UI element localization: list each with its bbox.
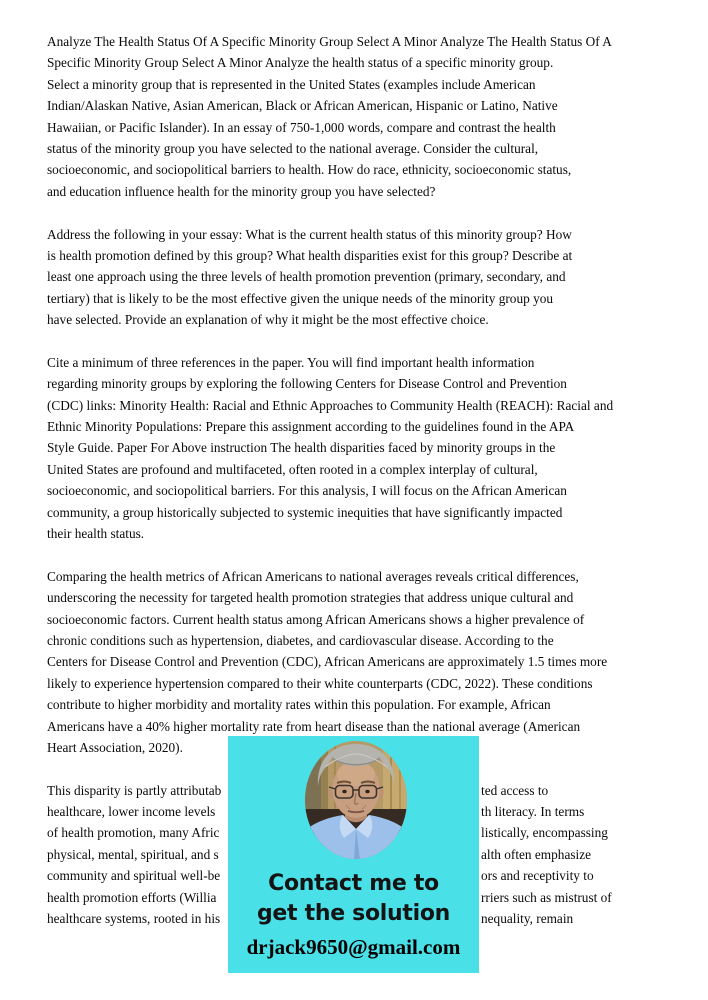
text-line: Centers for Disease Control and Prevention (CDC), African Americans are approximately 1.5 times more — [47, 654, 608, 670]
text-line: Address the following in your essay: What is the current health status of this minority group? How — [47, 226, 572, 242]
text-line: likely to experience hypertension compared to their white counterparts (CDC, 2022). These conditions — [47, 675, 593, 691]
paragraph-references-instruction — [47, 352, 677, 545]
text-line: status of the minority group you have selected to the national average. Consider the cultural, — [47, 140, 539, 156]
text-line: Heart Association, 2020). — [47, 739, 183, 755]
text-line: regarding minority groups by exploring the following Centers for Disease Control and Prevention — [47, 376, 567, 392]
text-line: community, a group historically subjected to systemic inequities that have significantly impacted — [47, 504, 563, 520]
paragraph-health-metrics — [47, 566, 677, 759]
text-fragment-left: community and spiritual well-be — [47, 868, 221, 884]
text-fragment-left: of health promotion, many Afric — [47, 825, 220, 841]
text-line: Comparing the health metrics of African Americans to national averages reveals critical differences, — [47, 568, 579, 584]
text-line: chronic conditions such as hypertension, diabetes, and cardiovascular disease. According to the — [47, 632, 554, 648]
text-line: Analyze The Health Status Of A Specific Minority Group Select A Minor Analyze The Health Status Of A — [47, 34, 612, 49]
text-fragment-right: th literacy. In terms — [481, 804, 585, 820]
text-fragment-right: rriers such as mistrust of — [481, 889, 612, 905]
paragraph-assignment-intro — [47, 31, 677, 202]
text-fragment-right: ted access to — [481, 782, 549, 798]
text-line: Specific Minority Group Select A Minor Analyze the health status of a specific minority group. — [47, 55, 554, 71]
text-fragment-left: healthcare, lower income levels — [47, 804, 216, 820]
text-line: Ethnic Minority Populations: Prepare this assignment according to the guidelines found in the APA — [47, 419, 575, 435]
text-line: have selected. Provide an explanation of why it might be the most effective choice. — [47, 312, 489, 328]
text-line: Americans have a 40% higher mortality rate from heart disease than the national average (American — [47, 718, 581, 734]
contact-overlay-card[interactable] — [228, 736, 479, 973]
text-line: least one approach using the three levels of health promotion prevention (primary, secondary, and — [47, 269, 566, 285]
text-line: socioeconomic, and sociopolitical barriers. For this analysis, I will focus on the African American — [47, 483, 567, 499]
contact-message — [228, 869, 479, 929]
text-line: Select a minority group that is represented in the United States (examples include American — [47, 76, 536, 92]
text-line: and education influence health for the minority group you have selected? — [47, 183, 436, 199]
contact-message-line2: get the solution — [256, 901, 451, 926]
text-line: Style Guide. Paper For Above instruction The health disparities faced by minority groups in the — [47, 440, 556, 456]
text-fragment-left: health promotion efforts (Willia — [47, 889, 217, 905]
text-fragment-right: ors and receptivity to — [481, 868, 594, 884]
text-line: their health status. — [47, 525, 145, 541]
text-line: Cite a minimum of three references in the paper. You will find important health information — [47, 354, 535, 370]
text-line: underscoring the necessity for targeted health promotion strategies that address unique cultural and — [47, 590, 574, 606]
text-fragment-left: This disparity is partly attributab — [47, 782, 222, 798]
tutor-photo — [305, 741, 407, 859]
text-fragment-right: nequality, remain — [481, 911, 574, 927]
text-fragment-left: healthcare systems, rooted in his — [47, 911, 221, 927]
text-line: socioeconomic factors. Current health status among African Americans shows a higher prevalence of — [47, 611, 585, 627]
text-fragment-right: alth often emphasize — [481, 846, 592, 862]
text-fragment-right: listically, encompassing — [481, 825, 608, 841]
text-line: (CDC) links: Minority Health: Racial and Ethnic Approaches to Community Health (REACH): Racial and — [47, 397, 614, 413]
text-fragment-left: physical, mental, spiritual, and s — [47, 846, 219, 862]
text-line: socioeconomic, and sociopolitical barriers to health. How do race, ethnicity, socioeconomic status, — [47, 162, 572, 178]
text-line: Hawaiian, or Pacific Islander). In an essay of 750-1,000 words, compare and contrast the health — [47, 119, 556, 135]
text-line: United States are profound and multifaceted, often rooted in a complex interplay of cultural, — [47, 461, 538, 477]
text-line: contribute to higher morbidity and mortality rates within this population. For example, African — [47, 697, 551, 713]
paragraph-essay-questions — [47, 224, 677, 331]
text-line: tertiary) that is likely to be the most effective given the unique needs of the minority group you — [47, 290, 554, 306]
text-line: Indian/Alaskan Native, Asian American, Black or African American, Hispanic or Latino, Native — [47, 98, 558, 114]
text-line: is health promotion defined by this group? What health disparities exist for this group? Describe at — [47, 247, 573, 263]
contact-email[interactable]: drjack9650@gmail.com — [246, 935, 461, 959]
contact-message-line1: Contact me to — [268, 871, 439, 896]
